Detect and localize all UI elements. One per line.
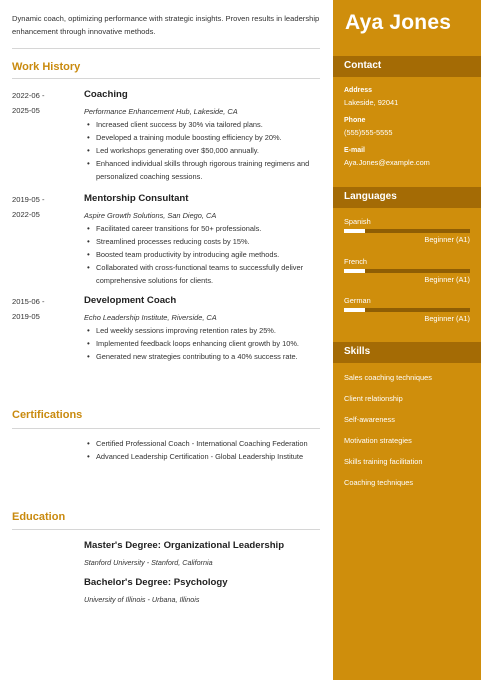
- skills-header: [333, 342, 481, 363]
- address-label: Address: [344, 87, 373, 94]
- certification-item: • Advanced Leadership Certification - Global Leadership Institute: [84, 450, 314, 463]
- education-degree: Master's Degree: Organizational Leadership: [84, 540, 285, 551]
- job-bullet: • Developed a training module boosting efficiency by 20%.: [84, 131, 320, 144]
- job-bullet: • Facilitated career transitions for 50+ professionals.: [84, 222, 320, 235]
- education-entry-2: [84, 576, 320, 606]
- job-bullets: [84, 118, 320, 183]
- skill-item: Coaching techniques: [344, 478, 414, 487]
- skill-item: Sales coaching techniques: [344, 373, 432, 382]
- email-label: E-mail: [344, 147, 366, 154]
- work-history-heading: Work History: [12, 61, 81, 73]
- job-bullets: [84, 222, 320, 287]
- job-start-date: 2019-05 -: [12, 195, 45, 204]
- phone-label: Phone: [344, 117, 366, 124]
- job-bullet: • Enhanced individual skills through rigorous training regimens and personalized coaching sessions.: [84, 157, 320, 183]
- skill-item: Client relationship: [344, 394, 403, 403]
- job-bullet: • Boosted team productivity by introducing agile methods.: [84, 248, 320, 261]
- job-bullet: • Streamlined processes reducing costs by 15%.: [84, 235, 320, 248]
- education-school: Stanford University - Stanford, California: [84, 558, 213, 567]
- summary-divider: [12, 48, 320, 49]
- job-end-date: 2022-05: [12, 210, 40, 219]
- language-name: Spanish: [344, 217, 371, 226]
- summary-text: Dynamic coach, optimizing performance with strategic insights. Proven results in leadership enhancement through innovative methods.: [12, 14, 320, 36]
- language-level-fill: [344, 308, 365, 312]
- certifications-list: [84, 437, 314, 463]
- job-start-date: 2022-06 -: [12, 91, 45, 100]
- languages-header: [333, 187, 481, 208]
- job-bullet: • Collaborated with cross-functional teams to successfully deliver comprehensive solutions for clients.: [84, 261, 320, 287]
- education-degree: Bachelor's Degree: Psychology: [84, 577, 228, 588]
- job-bullet: • Led weekly sessions improving retention rates by 25%.: [84, 324, 320, 337]
- certification-item: • Certified Professional Coach - International Coaching Federation: [84, 437, 314, 450]
- email-value[interactable]: Aya.Jones@example.com: [344, 158, 430, 167]
- language-level-fill: [344, 229, 365, 233]
- job-dates: [12, 88, 76, 118]
- language-name: German: [344, 296, 371, 305]
- skill-item: Motivation strategies: [344, 436, 412, 445]
- education-school: University of Illinois - Urbana, Illinois: [84, 595, 200, 604]
- language-item: [344, 217, 470, 245]
- job-title: Mentorship Consultant: [84, 193, 189, 204]
- contact-header: [333, 56, 481, 77]
- language-level-bar: [344, 308, 470, 312]
- education-divider: [12, 529, 320, 530]
- languages-heading: Languages: [344, 191, 397, 202]
- contact-heading: Contact: [344, 60, 382, 71]
- certifications-divider: [12, 428, 320, 429]
- job-bullet: • Increased client success by 30% via tailored plans.: [84, 118, 320, 131]
- language-level-bar: [344, 229, 470, 233]
- language-level-fill: [344, 269, 365, 273]
- phone-value: (555)555-5555: [344, 128, 393, 137]
- job-title: Development Coach: [84, 295, 177, 306]
- sidebar: [333, 0, 481, 680]
- job-bullets: [84, 324, 320, 363]
- job-start-date: 2015-06 -: [12, 297, 45, 306]
- language-level: Beginner (A1): [424, 235, 470, 244]
- language-level: Beginner (A1): [424, 275, 470, 284]
- language-item: [344, 296, 470, 324]
- address-value: Lakeside, 92041: [344, 98, 399, 107]
- skills-heading: Skills: [344, 346, 371, 357]
- job-bullet: • Led workshops generating over $50,000 annually.: [84, 144, 320, 157]
- education-heading: Education: [12, 511, 66, 523]
- job-title: Coaching: [84, 89, 128, 100]
- job-end-date: 2025-05: [12, 106, 40, 115]
- education-entry-1: [84, 539, 320, 569]
- language-level-bar: [344, 269, 470, 273]
- certifications-heading: Certifications: [12, 409, 83, 421]
- job-company: Performance Enhancement Hub, Lakeside, CA: [84, 107, 238, 116]
- language-name: French: [344, 257, 368, 266]
- job-dates: [12, 294, 76, 324]
- language-item: [344, 257, 470, 285]
- job-bullet: • Generated new strategies contributing to a 40% success rate.: [84, 350, 320, 363]
- job-bullet: • Implemented feedback loops enhancing client growth by 10%.: [84, 337, 320, 350]
- candidate-name: Aya Jones: [345, 11, 452, 34]
- skill-item: Self-awareness: [344, 415, 395, 424]
- language-level: Beginner (A1): [424, 314, 470, 323]
- job-company: Echo Leadership Institute, Riverside, CA: [84, 313, 217, 322]
- job-dates: [12, 192, 76, 222]
- skill-item: Skills training facilitation: [344, 457, 423, 466]
- job-company: Aspire Growth Solutions, San Diego, CA: [84, 211, 217, 220]
- job-end-date: 2019-05: [12, 312, 40, 321]
- work-history-divider: [12, 78, 320, 79]
